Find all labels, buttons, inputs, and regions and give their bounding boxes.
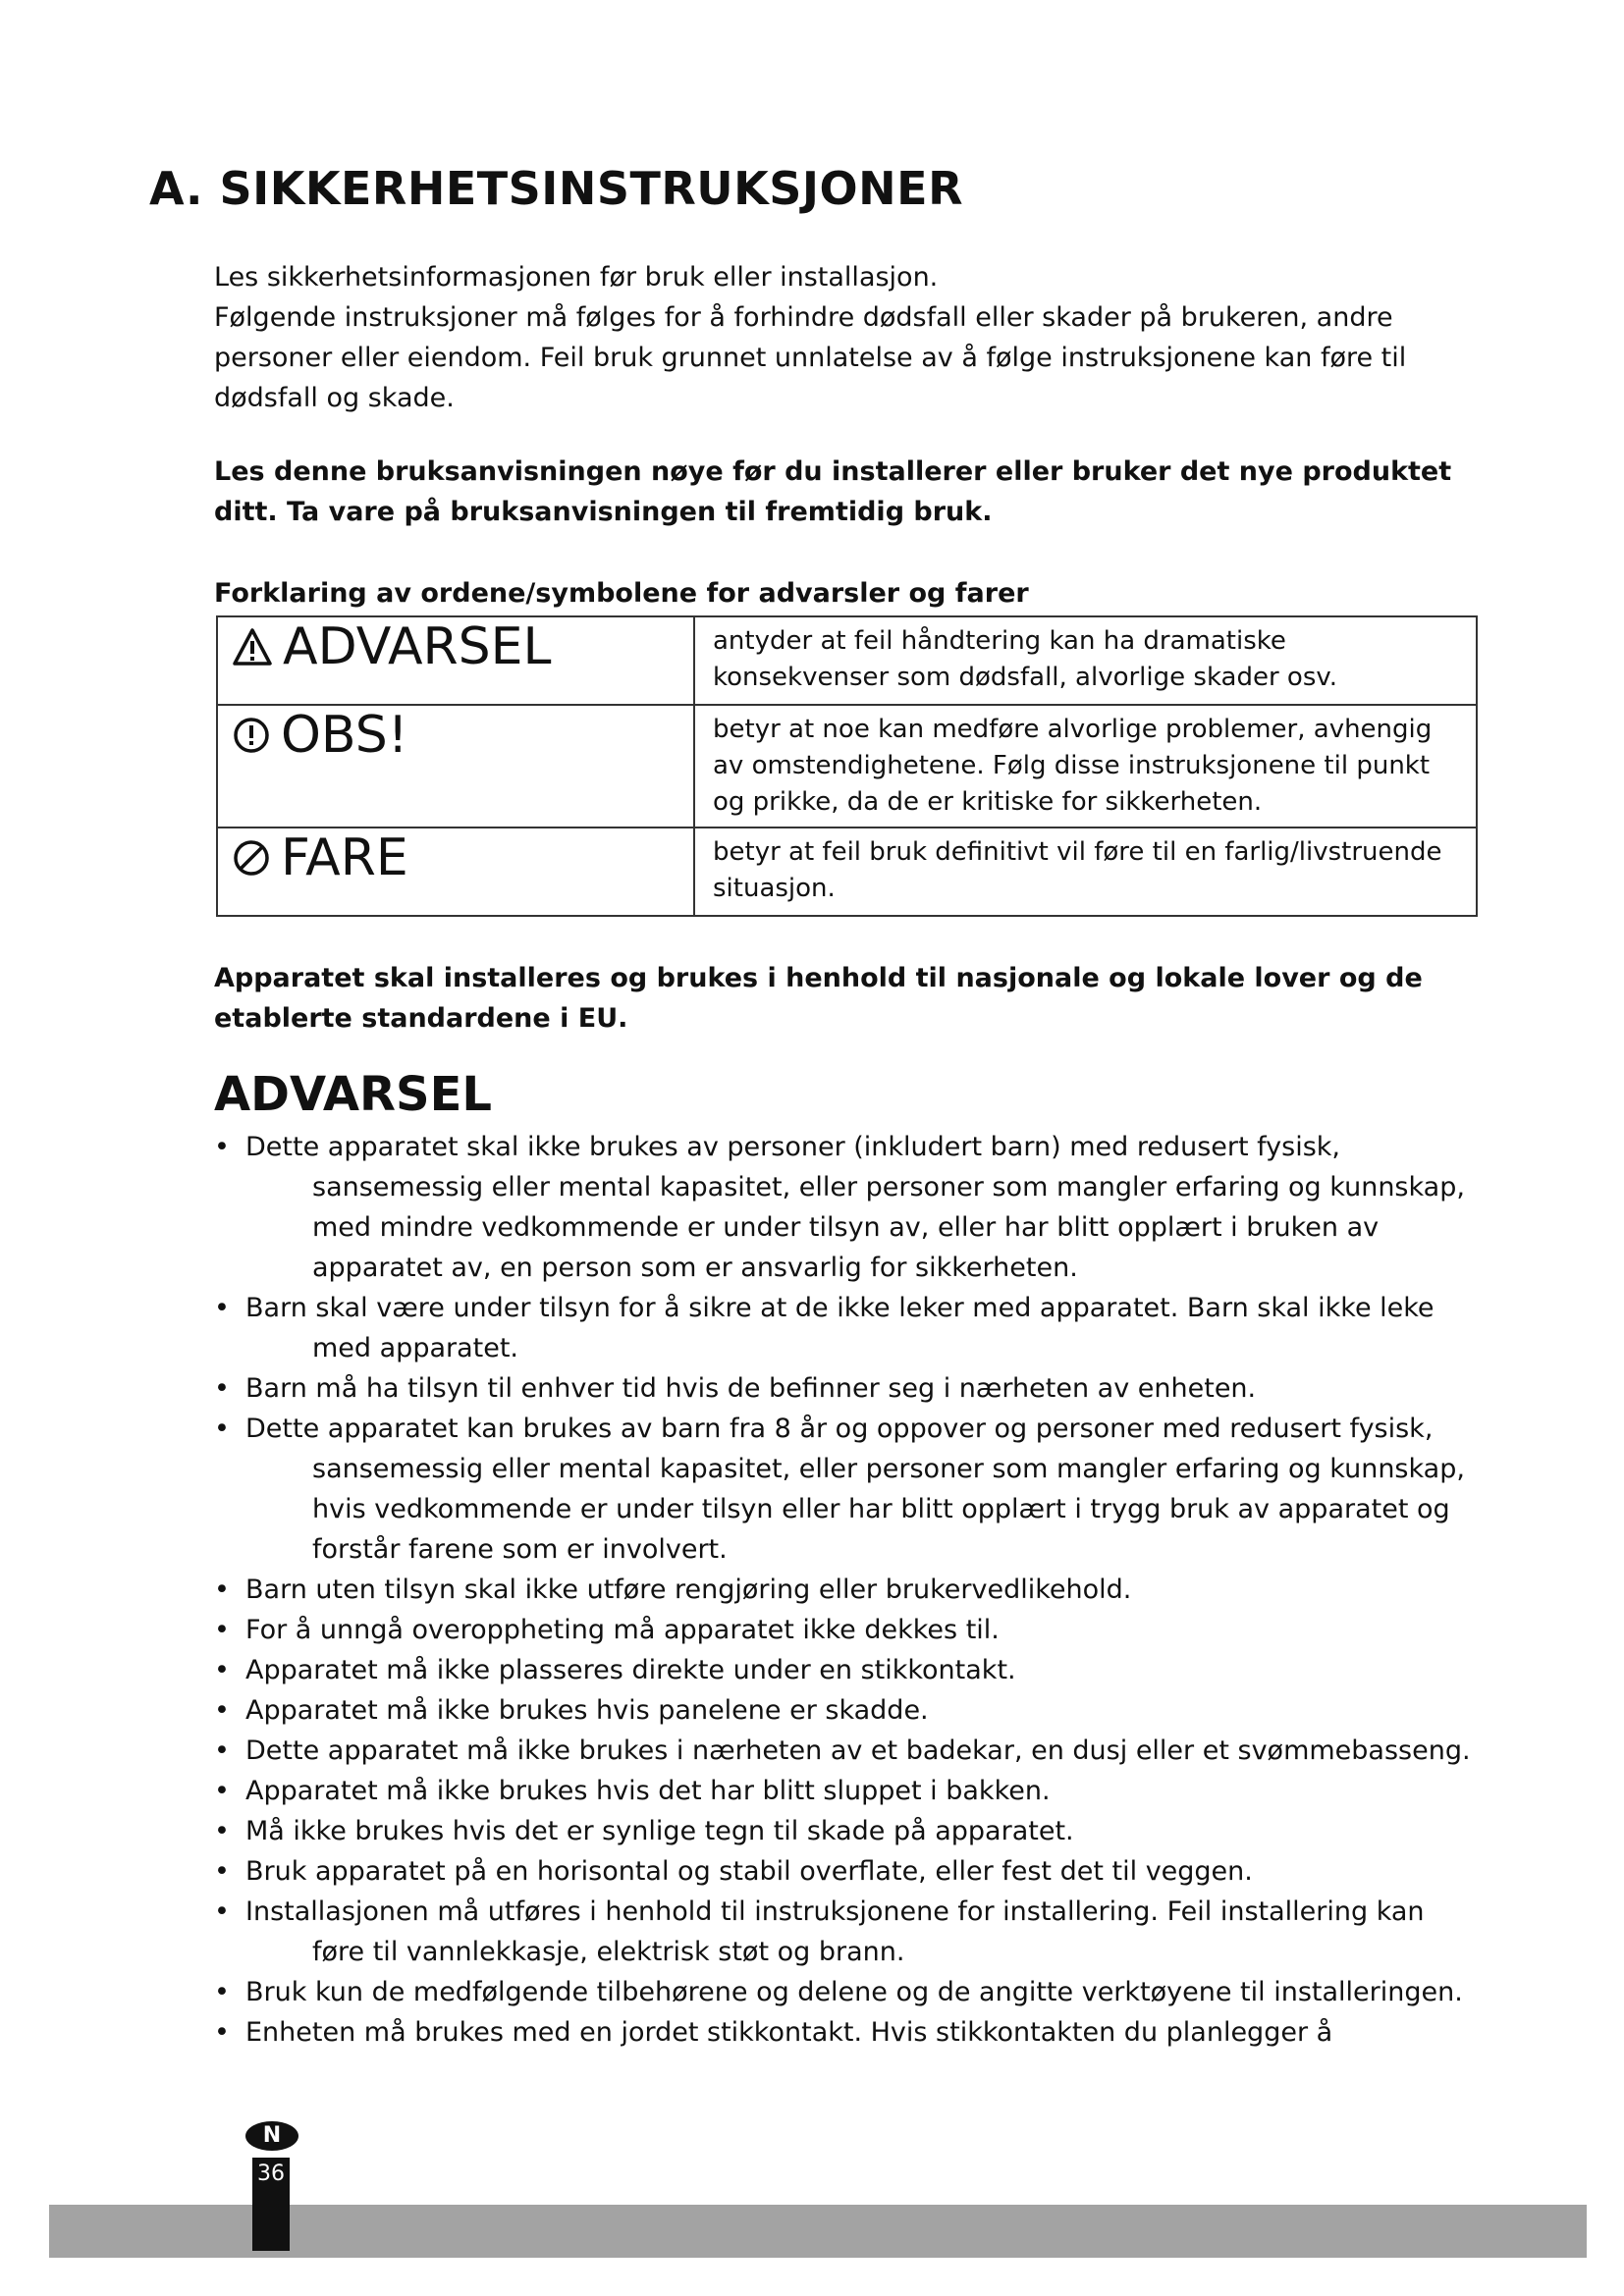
legend-label: ADVARSEL bbox=[283, 617, 552, 676]
compliance-notice: Apparatet skal installeres og brukes i henhold til nasjonale og lokale lover og de etablerte standardene i EU. bbox=[214, 963, 1423, 1034]
prohibited-icon bbox=[232, 838, 271, 878]
list-item: • Barn må ha tilsyn til enhver tid hvis de befinner seg i nærheten av enheten. bbox=[214, 1373, 1257, 1404]
legend-symbol-cell bbox=[217, 705, 694, 828]
list-item: • Enheten må brukes med en jordet stikkontakt. Hvis stikkontakten du planlegger å bbox=[214, 2017, 1333, 2048]
legend-description: betyr at noe kan medføre alvorlige problemer, avhengig av omstendighetene. Følg disse instruksjonene til punkt og prikke, da de er kritiske for sikkerheten. bbox=[694, 705, 1477, 828]
legend-description: betyr at feil bruk definitivt vil føre til en farlig/livstruende situasjon. bbox=[694, 828, 1477, 916]
warning-triangle-icon bbox=[232, 627, 273, 667]
legend-heading: Forklaring av ordene/symbolene for advarsler og farer bbox=[214, 578, 1029, 609]
language-badge: N bbox=[245, 2121, 298, 2151]
list-item: • Bruk kun de medfølgende tilbehørene og delene og de angitte verktøyene til installeringen. bbox=[214, 1977, 1463, 2007]
list-item: • Apparatet må ikke brukes hvis panelene er skadde. bbox=[214, 1695, 929, 1726]
legend-row bbox=[217, 705, 1477, 828]
legend-table bbox=[216, 615, 1478, 917]
legend-row bbox=[217, 828, 1477, 916]
list-item: • Barn skal være under tilsyn for å sikre at de ikke leker med apparatet. Barn skal ikke leke med apparatet. bbox=[214, 1293, 1435, 1363]
page-title: A. SIKKERHETSINSTRUKSJONER bbox=[149, 162, 963, 215]
intro-paragraph: Les sikkerhetsinformasjonen før bruk eller installasjon. bbox=[214, 262, 939, 293]
legend-row bbox=[217, 616, 1477, 705]
legend-label: FARE bbox=[281, 828, 408, 887]
list-item: • Barn uten tilsyn skal ikke utføre rengjøring eller brukervedlikehold. bbox=[214, 1575, 1132, 1605]
bold-notice: Les denne bruksanvisningen nøye før du installerer eller bruker det nye produktet ditt. Ta vare på bruksanvisningen til fremtidig bruk. bbox=[214, 456, 1452, 527]
warning-heading: ADVARSEL bbox=[214, 1067, 492, 1122]
list-item: • Dette apparatet må ikke brukes i nærheten av et badekar, en dusj eller et svømmebasseng. bbox=[214, 1735, 1471, 1766]
intro bbox=[214, 257, 1481, 418]
content bbox=[214, 257, 1481, 2053]
legend-symbol-cell bbox=[217, 616, 694, 705]
list-item: • Dette apparatet kan brukes av barn fra 8 år og oppover og personer med redusert fysisk, sansemessig eller mental kapasitet, eller personer som mangler erfaring og kunnskap, hvis vedkommende er under tilsyn eller har blitt opplært i trygg bruk av apparatet og forstår farene som er involvert. bbox=[214, 1414, 1465, 1565]
page-number: 36 bbox=[252, 2158, 290, 2251]
legend-symbol-cell bbox=[217, 828, 694, 916]
list-item: • Installasjonen må utføres i henhold til instruksjonene for installering. Feil installering kan føre til vannlekkasje, elektrisk støt og brann. bbox=[214, 1896, 1425, 1967]
list-item: • For å unngå overoppheting må apparatet ikke dekkes til. bbox=[214, 1615, 1000, 1645]
list-item: • Må ikke brukes hvis det er synlige tegn til skade på apparatet. bbox=[214, 1816, 1074, 1846]
intro-paragraph: Følgende instruksjoner må følges for å forhindre dødsfall eller skader på brukeren, andre personer eller eiendom. Feil bruk grunnet unnlatelse av å følge instruksjonene kan føre til dødsfall og skade. bbox=[214, 302, 1407, 413]
list-item: • Dette apparatet skal ikke brukes av personer (inkludert barn) med redusert fysisk, sansemessig eller mental kapasitet, eller personer som mangler erfaring og kunnskap, med mindre vedkommende er under tilsyn av, eller har blitt opplært i bruken av apparatet av, en person som er ansvarlig for sikkerheten. bbox=[214, 1132, 1465, 1283]
list-item: • Bruk apparatet på en horisontal og stabil overflate, eller fest det til veggen. bbox=[214, 1856, 1253, 1887]
list-item: • Apparatet må ikke plasseres direkte under en stikkontakt. bbox=[214, 1655, 1016, 1685]
list-item: • Apparatet må ikke brukes hvis det har blitt sluppet i bakken. bbox=[214, 1776, 1051, 1806]
warning-list bbox=[214, 1127, 1481, 2053]
exclamation-circle-icon bbox=[232, 716, 271, 755]
legend-label: OBS! bbox=[281, 706, 408, 765]
legend-description: antyder at feil håndtering kan ha dramatiske konsekvenser som dødsfall, alvorlige skader osv. bbox=[694, 616, 1477, 705]
